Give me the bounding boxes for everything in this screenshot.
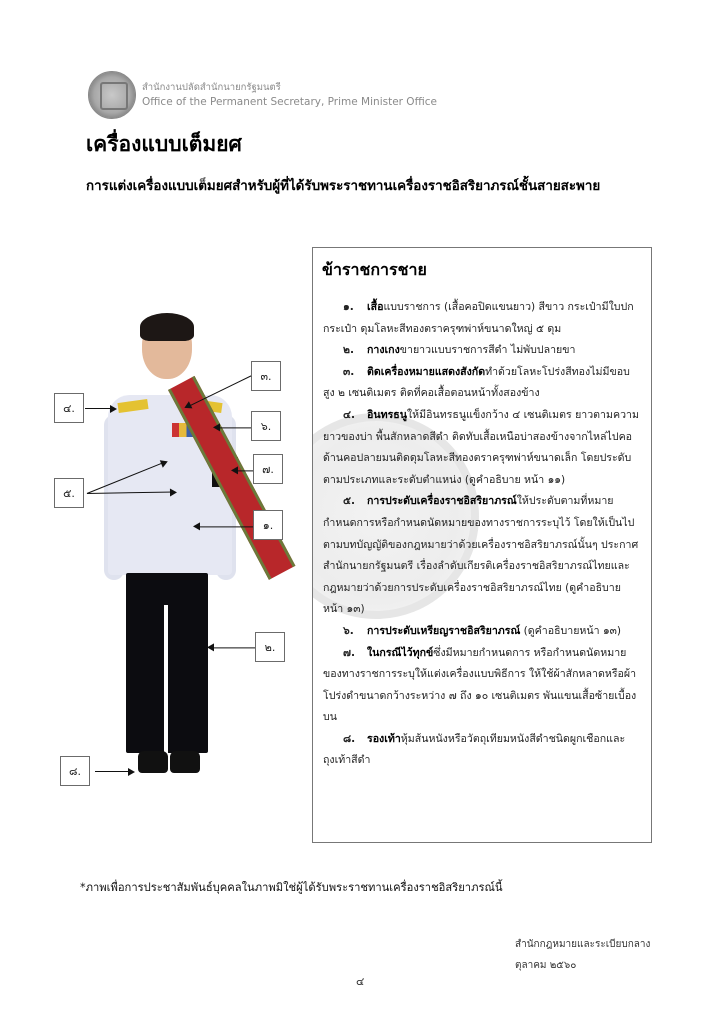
list-item — [323, 297, 641, 340]
item-term: ในกรณีไว้ทุกข์ — [367, 646, 434, 659]
list-item — [323, 362, 641, 405]
callout-6: ๖. — [251, 411, 281, 441]
organization-name — [142, 80, 437, 110]
page-number: ๔ — [356, 975, 365, 988]
item-term: อินทรธนู — [367, 408, 407, 421]
callout-2: ๒. — [255, 632, 285, 662]
org-name-thai: สำนักงานปลัดสำนักนายกรัฐมนตรี — [142, 82, 281, 93]
item-term: การประดับเหรียญราชอิสริยาภรณ์ — [367, 624, 521, 637]
item-term: เสื้อ — [367, 301, 384, 313]
callout-4-arrow — [85, 408, 115, 409]
issue-date: ตุลาคม ๒๕๖๐ — [515, 960, 577, 971]
callout-1: ๑. — [253, 510, 283, 540]
item-term: รองเท้า — [367, 732, 401, 745]
item-text: หุ้มส้นหนังหรือวัตถุเทียมหนังสีดำชนิดผูกเชือกและถุงเท้าสีดำ — [323, 732, 626, 767]
item-term: กางเกง — [367, 344, 400, 357]
list-item — [323, 340, 641, 362]
item-term: ติดเครื่องหมายแสดงสังกัด — [367, 365, 486, 378]
trouser-leg-gap — [164, 605, 168, 753]
item-text: ให้ประดับตามที่หมายกำหนดการหรือกำหนดนัดหมายของทางราชการระบุไว้ โดยให้เป็นไปตามบทบัญญัติของกฎหมายว่าด้วยเครื่องราชอิสริยาภรณ์นั้นๆ ประกาศสำนักนายกรัฐมนตรี เรื่องลำดับเกียรติเครื่องราชอิสริยาภรณ์ไทยและกฎหมายว่าด้วยการประดับเครื่องราชอิสริยาภรณ์ไทย (ดูคำอธิบายหน้า ๑๓) — [323, 495, 639, 616]
item-number: ๕. — [343, 495, 356, 508]
list-item — [323, 643, 641, 729]
item-term: การประดับเครื่องราชอิสริยาภรณ์ — [367, 495, 517, 508]
callout-4: ๔. — [54, 393, 84, 423]
item-text: (ดูคำอธิบายหน้า ๑๓) — [520, 624, 622, 637]
description-box — [312, 247, 652, 843]
page-header — [88, 70, 437, 120]
callout-2-arrow — [209, 647, 255, 648]
photo-disclaimer: *ภาพเพื่อการประชาสัมพันธ์บุคคลในภาพมิใช่ผู้ได้รับพระราชทานเครื่องราชอิสริยาภรณ์นี้ — [80, 881, 503, 894]
left-shoe — [138, 751, 168, 773]
document-signoff — [515, 934, 650, 976]
list-item — [323, 621, 641, 643]
item-number: ๓. — [343, 365, 355, 378]
uniform-photo — [100, 305, 250, 790]
item-number: ๖. — [343, 624, 354, 637]
list-item — [323, 729, 641, 772]
callout-6-arrow — [215, 427, 251, 428]
page-title: เครื่องแบบเต็มยศ — [86, 132, 242, 156]
org-name-english: Office of the Permanent Secretary, Prime Minister Office — [142, 96, 437, 108]
box-heading: ข้าราชการชาย — [322, 260, 427, 279]
item-text: ขายาวแบบราชการสีดำ ไม่พับปลายขา — [399, 344, 576, 357]
callout-7: ๗. — [253, 454, 283, 484]
callout-8: ๘. — [60, 756, 90, 786]
list-item — [323, 491, 641, 621]
item-number: ๑. — [343, 301, 354, 313]
person-hair — [140, 313, 194, 341]
callout-7-arrow — [233, 470, 253, 471]
issuing-department: สำนักกฎหมายและระเบียบกลาง — [515, 939, 651, 950]
item-number: ๔. — [343, 408, 356, 421]
uniform-item-list — [323, 297, 641, 772]
callout-3: ๓. — [251, 361, 281, 391]
item-text: ซึ่งมีหมายกำหนดการ หรือกำหนดนัดหมายของทางราชการระบุให้แต่งเครื่องแบบพิธีการ ให้ใช้ผ้าสักหลาดหรือผ้าโปร่งดำขนาดกว้างระหว่าง ๗ ถึง ๑๐ เซนติเมตร พันแขนเสื้อซ้ายเบื้องบน — [323, 646, 637, 724]
right-shoe — [170, 751, 200, 773]
callout-1-arrow — [195, 526, 253, 527]
callout-5: ๕. — [54, 478, 84, 508]
callout-8-arrow — [95, 771, 133, 772]
government-seal-icon — [88, 71, 136, 119]
item-number: ๘. — [343, 732, 356, 745]
page-subtitle: การแต่งเครื่องแบบเต็มยศสำหรับผู้ที่ได้รับพระราชทานเครื่องราชอิสริยาภรณ์ชั้นสายสะพาย — [86, 179, 601, 194]
list-item — [323, 405, 641, 491]
item-text: ทำด้วยโลหะโปร่งสีทองไม่มีขอบ สูง ๒ เซนติเมตร ติดที่คอเสื้อตอนหน้าทั้งสองข้าง — [323, 365, 630, 400]
item-text: ให้มีอินทรธนูแข็งกว้าง ๔ เซนติเมตร ยาวตามความยาวของบ่า พื้นสักหลาดสีดำ ติดทับเสื้อเหนือบ่าสองข้างจากไหล่ไปคอ ด้านคอปลายมนติดดุมโลหะสีทองตราครุฑพ่าห์ขนาดเล็ก โดยประดับตามประเภทและระดับตำแหน่ง (ดูคำอธิบาย หน้า ๑๑) — [323, 408, 639, 486]
item-number: ๗. — [343, 646, 355, 659]
item-text: แบบราชการ (เสื้อคอปิดแขนยาว) สีขาว กระเป๋ามีใบปกกระเป๋า ดุมโลหะสีทองตราครุฑพ่าห์ขนาดใหญ่ ๕ ดุม — [323, 301, 634, 335]
item-number: ๒. — [343, 344, 355, 357]
